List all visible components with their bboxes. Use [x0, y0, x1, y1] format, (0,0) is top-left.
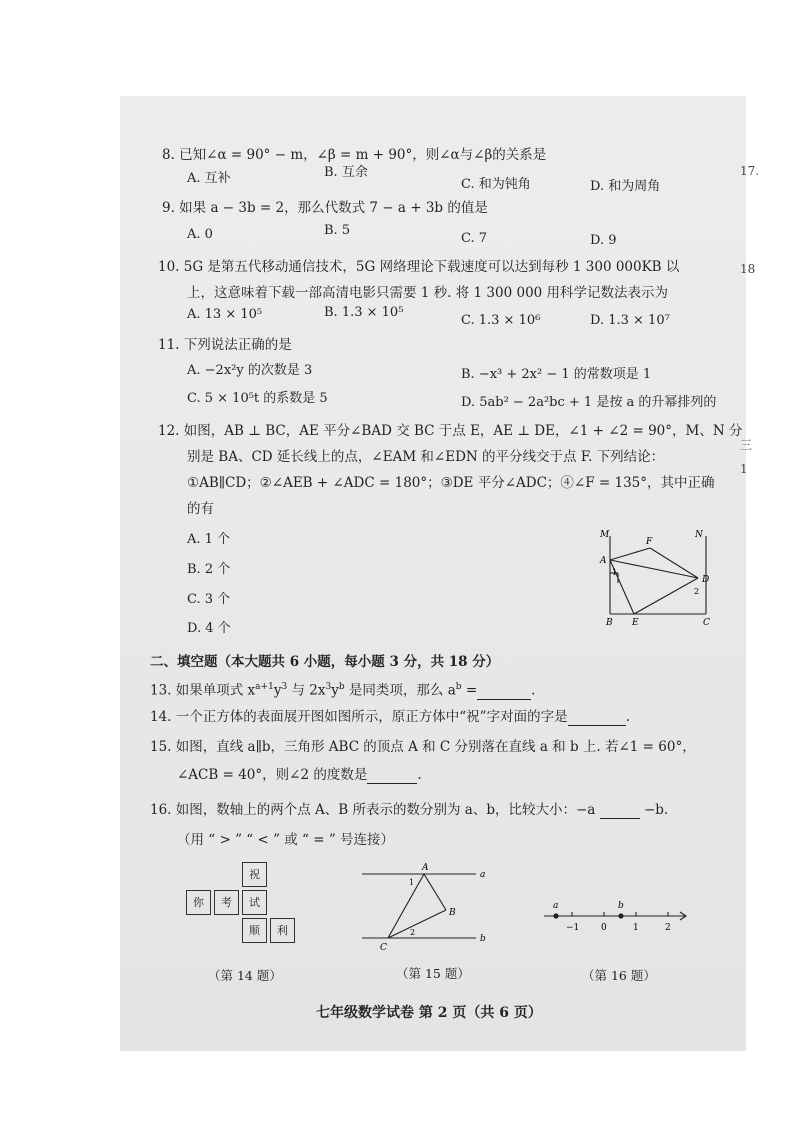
- q8-option-d: D. 和为周角: [590, 179, 661, 194]
- caption-14: （第 14 题）: [208, 968, 282, 983]
- fig15-label-line-a: a: [480, 870, 486, 880]
- q9-option-a: A. 0: [187, 227, 213, 242]
- caption-15: （第 15 题）: [396, 966, 470, 981]
- figure-12-diagram: [598, 528, 723, 628]
- q14-tail: .: [625, 709, 630, 725]
- q13-sup-3: 3: [325, 682, 332, 692]
- fig15-label-b-point: B: [449, 908, 456, 918]
- net-cell-shi: 试: [242, 890, 267, 915]
- net-cell-ni: 你: [186, 890, 211, 915]
- question-12-line-1: 12. 如图，AB ⊥ BC，AE 平分∠BAD 交 BC 于点 E，AE ⊥ DE，∠1 + ∠2 = 90°，M、N 分: [158, 423, 743, 439]
- question-13: [150, 678, 535, 700]
- q10-option-d: D. 1.3 × 10⁷: [590, 313, 670, 328]
- question-12-line-4: 的有: [187, 501, 214, 517]
- question-11-stem: 11. 下列说法正确的是: [158, 337, 292, 353]
- figure-15-diagram: [358, 860, 493, 955]
- q13-sup-1: a+1: [255, 682, 274, 692]
- q8-option-c: C. 和为钝角: [461, 177, 531, 192]
- q10-option-a: A. 13 × 10⁵: [187, 307, 263, 322]
- q15-tail: .: [417, 767, 422, 783]
- q11-option-d: D. 5ab² − 2a²bc + 1 是按 a 的升幂排列的: [461, 395, 717, 410]
- q13-text-post: 是同类项，那么 a: [344, 682, 456, 699]
- fig15-label-line-b: b: [480, 934, 486, 944]
- fig12-label-b: B: [606, 618, 613, 628]
- net-cell-kao: 考: [214, 890, 239, 915]
- edge-mark-san: 三: [740, 438, 753, 452]
- q10-option-b: B. 1.3 × 10⁵: [324, 305, 404, 320]
- edge-mark-17: 17.: [740, 164, 760, 178]
- q16-answer-blank[interactable]: [600, 804, 640, 819]
- q10-option-c: C. 1.3 × 10⁶: [461, 313, 541, 328]
- q12-option-c: C. 3 个: [187, 592, 231, 607]
- fig12-label-c: C: [703, 618, 710, 628]
- q11-option-b: B. −x³ + 2x² − 1 的常数项是 1: [461, 367, 652, 382]
- q13-sup-4: b: [338, 682, 345, 692]
- fig15-label-2: 2: [410, 928, 416, 937]
- page-footer: 七年级数学试卷 第 2 页（共 6 页）: [316, 1005, 542, 1021]
- fig15-label-a-point: A: [422, 863, 429, 873]
- fig12-label-2: 2: [694, 587, 700, 596]
- q13-text-end: =: [461, 682, 478, 699]
- q8-option-b: B. 互余: [324, 165, 368, 180]
- fig12-label-a: A: [600, 556, 607, 566]
- fig12-label-1: 1: [612, 568, 618, 577]
- fig12-label-e: E: [632, 618, 639, 628]
- point-b-dot: [618, 913, 623, 918]
- caption-16: （第 16 题）: [582, 968, 656, 983]
- q14-answer-blank[interactable]: [568, 711, 626, 726]
- figure-16-number-line: [542, 896, 692, 938]
- question-10-line-2: 上，这意味着下载一部高清电影只需要 1 秒. 将 1 300 000 用科学记数法表示为: [187, 285, 669, 301]
- question-15-line-2: [177, 766, 422, 784]
- net-cell-zhu: 祝: [242, 862, 267, 887]
- question-12-line-3: ①AB∥CD；②∠AEB + ∠ADC = 180°；③DE 平分∠ADC；④∠F = 135°，其中正确: [187, 475, 715, 491]
- q12-option-b: B. 2 个: [187, 562, 231, 577]
- q12-option-d: D. 4 个: [187, 621, 231, 636]
- q13-text-mid3: y: [331, 682, 339, 699]
- question-14: [150, 708, 630, 726]
- section-2-title: 二、填空题（本大题共 6 小题，每小题 3 分，共 18 分）: [150, 654, 500, 670]
- q15-answer-blank[interactable]: [367, 769, 417, 784]
- question-9-stem: 9. 如果 a − 3b = 2，那么代数式 7 − a + 3b 的值是: [162, 200, 488, 216]
- question-16-note: （用 “ > ” “ < ” 或 “ = ” 号连接）: [177, 832, 395, 848]
- q16-text: 16. 如图，数轴上的两个点 A、B 所表示的数分别为 a、b，比较大小：−a: [150, 802, 596, 818]
- question-10-line-1: 10. 5G 是第五代移动通信技术，5G 网络理论下载速度可以达到每秒 1 300 000KB 以: [158, 259, 680, 275]
- figure-14-cube-net: [182, 862, 292, 952]
- q11-option-c: C. 5 × 10⁵t 的系数是 5: [187, 391, 328, 406]
- q15-text: ∠ACB = 40°，则∠2 的度数是: [177, 767, 368, 783]
- q13-text-mid: y: [273, 682, 282, 699]
- q13-text-mid2: 与 2x: [287, 682, 326, 699]
- q8-option-a: A. 互补: [187, 171, 231, 186]
- question-12-line-2: 别是 BA、CD 延长线上的点，∠EAM 和∠EDN 的平分线交于点 F. 下列结论：: [187, 449, 665, 465]
- net-cell-li: 利: [270, 918, 295, 943]
- fig16-label-a: a: [553, 901, 559, 911]
- q13-answer-blank[interactable]: [477, 685, 531, 700]
- exam-page: [120, 96, 746, 1051]
- fig12-label-m: M: [600, 530, 610, 540]
- question-8-stem: 8. 已知∠α = 90° − m，∠β = m + 90°，则∠α与∠β的关系是: [162, 147, 547, 163]
- point-a-dot: [553, 913, 558, 918]
- adjacent-page-edge: [740, 96, 794, 1051]
- q9-option-d: D. 9: [590, 233, 617, 248]
- q13-sup-2: 3: [281, 682, 288, 692]
- fig12-label-n: N: [695, 530, 703, 540]
- q12-option-a: A. 1 个: [187, 532, 231, 547]
- q9-option-b: B. 5: [324, 223, 351, 238]
- edge-mark-18: 18: [740, 262, 756, 276]
- q16-tail: −b.: [643, 802, 669, 818]
- fig16-tick-neg1: −1: [566, 923, 580, 933]
- fig12-label-d: D: [702, 575, 710, 585]
- question-15-line-1: 15. 如图，直线 a∥b，三角形 ABC 的顶点 A 和 C 分别落在直线 a 和 b 上. 若∠1 = 60°，: [150, 739, 696, 755]
- q11-option-a: A. −2x²y 的次数是 3: [187, 363, 313, 378]
- q14-text: 14. 一个正方体的表面展开图如图所示，原正方体中“祝”字对面的字是: [150, 709, 568, 725]
- edge-mark-1: 1: [740, 462, 748, 476]
- fig15-label-c-point: C: [380, 943, 387, 953]
- fig15-label-1: 1: [409, 878, 415, 887]
- net-cell-shun: 顺: [242, 918, 267, 943]
- fig12-label-f: F: [646, 537, 653, 547]
- q13-tail: .: [531, 682, 536, 699]
- q13-text-pre: 13. 如果单项式 x: [150, 682, 256, 699]
- q13-sup-5: b: [455, 682, 462, 692]
- fig16-label-b: b: [618, 901, 624, 911]
- fig16-tick-0: 0: [601, 923, 607, 933]
- question-16: [150, 801, 668, 819]
- fig16-tick-2: 2: [665, 923, 671, 933]
- fig16-tick-1: 1: [633, 923, 639, 933]
- q9-option-c: C. 7: [461, 231, 488, 246]
